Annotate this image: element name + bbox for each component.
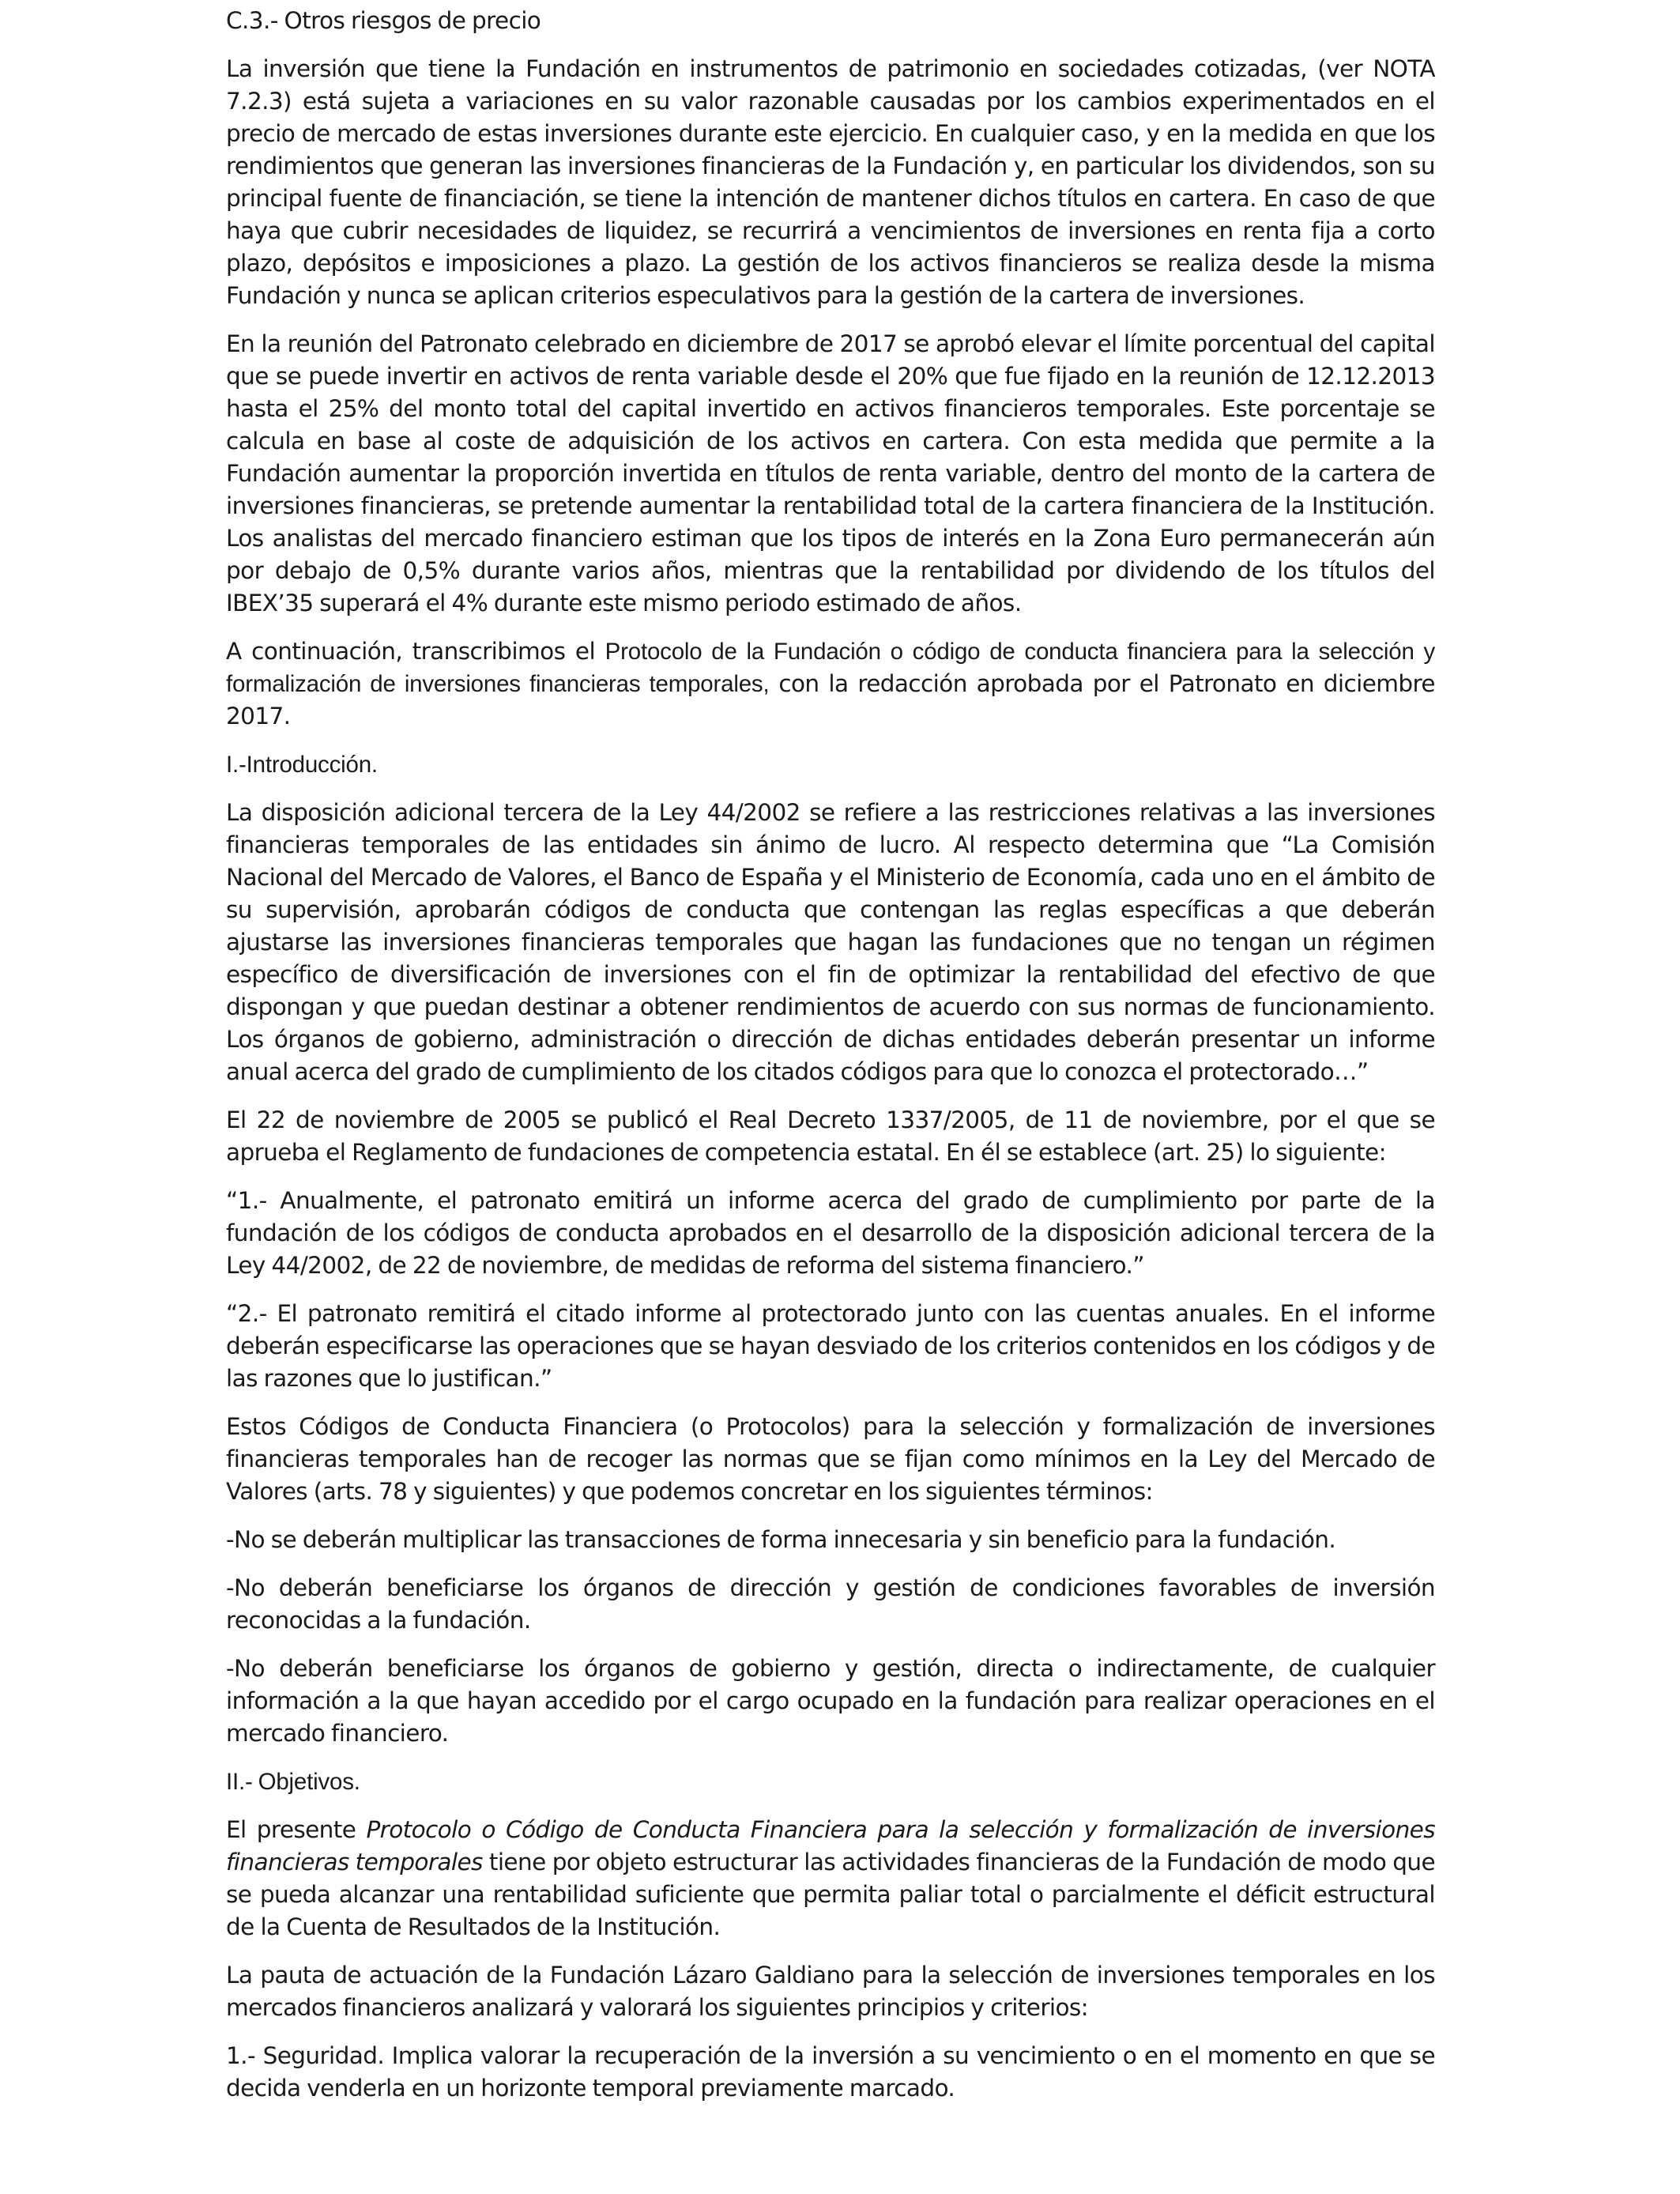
paragraph-pauta-actuacion: La pauta de actuación de la Fundación Lázaro Galdiano para la selección de inversiones temporales en los mercados financieros analizará y valorará los siguientes principios y criterios: [226,1962,1435,2021]
list-item: -No se deberán multiplicar las transacciones de forma innecesaria y sin beneficio para la fundación. [226,1526,1336,1553]
paragraph-ley-44-2002: La disposición adicional tercera de la Ley 44/2002 se refiere a las restricciones relativas a las inversiones financieras temporales de las entidades sin ánimo de lucro. Al respecto determina que “La Comisión Nacional del Mercado de Valores, el Banco de España y el Ministerio de Economía, cada uno en el ámbito de su supervisión, aprobarán códigos de conducta que contengan las reglas específicas a que deberán ajustarse las inversiones financieras temporales que hagan las fundaciones que no tengan un régimen específico de diversificación de inversiones con el fin de optimizar la rentabilidad del efectivo de que dispongan y que puedan destinar a obtener rendimientos de acuerdo con sus normas de funcionamiento. Los órganos de gobierno, administración o dirección de dichas entidades deberán presentar un informe anual acerca del grado de cumplimiento de los citados códigos para que lo conozca el protectorado…” [226,799,1435,1085]
text-run: tiene por objeto estructurar las actividades financieras de la Fundación de modo que se pueda alcanzar una rentabilidad suficiente que permita paliar total o parcialmente el déficit estructural de la Cuenta de Resultados de la Institución. [226,1849,1435,1940]
text-run: El presente [226,1816,367,1843]
paragraph-protocol-intro [226,635,1435,733]
paragraph-codigos-conducta: Estos Códigos de Conducta Financiera (o Protocolos) para la selección y formalización de inversiones financieras temporales han de recoger las normas que se fijan como mínimos en la Ley del Mercado de Valores (arts. 78 y siguientes) y que podemos concretar en los siguientes términos: [226,1413,1435,1505]
protocol-title: Protocolo de la Fundación o código de conducta financiera para la selección y formalización de inversiones financieras temporales, [226,639,1436,697]
paragraph-objetivos [226,1814,1435,1943]
text-run: A continuación, transcribimos el [226,638,605,665]
paragraph-seguridad: 1.- Seguridad. Implica valorar la recuperación de la inversión a su vencimiento o en el momento en que se decida venderla en un horizonte temporal previamente marcado. [226,2042,1435,2102]
paragraph-quote-1: “1.- Anualmente, el patronato emitirá un informe acerca del grado de cumplimiento por parte de la fundación de los códigos de conducta aprobados en el desarrollo de la disposición adicional tercera de la Ley 44/2002, de 22 de noviembre, de medidas de reforma del sistema financiero.” [226,1187,1435,1279]
text-run: con la redacción aprobada por el Patronato en diciembre 2017. [226,670,1435,729]
protocol-title-italic: Protocolo o Código de Conducta Financiera para la selección y formalización de inversiones financieras temporales [226,1816,1435,1875]
paragraph-quote-2: “2.- El patronato remitirá el citado informe al protectorado junto con las cuentas anuales. En el informe deberán especificarse las operaciones que se hayan desviado de los criterios contenidos en los códigos y de las razones que lo justifican.” [226,1300,1435,1392]
list-item: -No deberán beneficiarse los órganos de gobierno y gestión, directa o indirectamente, de cualquier información a la que hayan accedido por el cargo ocupado en la fundación para realizar operaciones en el mercado financiero. [226,1655,1435,1747]
document-page [226,5,1435,2120]
heading-objetivos: II.- Objetivos. [226,1769,360,1795]
paragraph-other-price-risks: La inversión que tiene la Fundación en instrumentos de patrimonio en sociedades cotizadas, (ver NOTA 7.2.3) está sujeta a variaciones en su valor razonable causadas por los cambios experimentados en el precio de mercado de estas inversiones durante este ejercicio. En cualquier caso, y en la medida en que los rendimientos que generan las inversiones financieras de la Fundación y, en particular los dividendos, son su principal fuente de financiación, se tiene la intención de mantener dichos títulos en cartera. En caso de que haya que cubrir necesidades de liquidez, se recurrirá a vencimientos de inversiones en renta fija a corto plazo, depósitos e imposiciones a plazo. La gestión de los activos financieros se realiza desde la misma Fundación y nunca se aplican criterios especulativos para la gestión de la cartera de inversiones. [226,55,1435,309]
section-title: C.3.- Otros riesgos de precio [226,7,541,34]
paragraph-real-decreto: El 22 de noviembre de 2005 se publicó el Real Decreto 1337/2005, de 11 de noviembre, por el que se aprueba el Reglamento de fundaciones de competencia estatal. En él se establece (art. 25) lo siguiente: [226,1106,1435,1166]
heading-introduccion: I.-Introducción. [226,752,378,778]
paragraph-patronato-decision: En la reunión del Patronato celebrado en diciembre de 2017 se aprobó elevar el límite porcentual del capital que se puede invertir en activos de renta variable desde el 20% que fue fijado en la reunión de 12.12.2013 hasta el 25% del monto total del capital invertido en activos financieros temporales. Este porcentaje se calcula en base al coste de adquisición de los activos en cartera. Con esta medida que permite a la Fundación aumentar la proporción invertida en títulos de renta variable, dentro del monto de la cartera de inversiones financieras, se pretende aumentar la rentabilidad total de la cartera financiera de la Institución. Los analistas del mercado financiero estiman que los tipos de interés en la Zona Euro permanecerán aún por debajo de 0,5% durante varios años, mientras que la rentabilidad por dividendo de los títulos del IBEX’35 superará el 4% durante este mismo periodo estimado de años. [226,330,1435,616]
list-item: -No deberán beneficiarse los órganos de dirección y gestión de condiciones favorables de inversión reconocidas a la fundación. [226,1574,1435,1634]
